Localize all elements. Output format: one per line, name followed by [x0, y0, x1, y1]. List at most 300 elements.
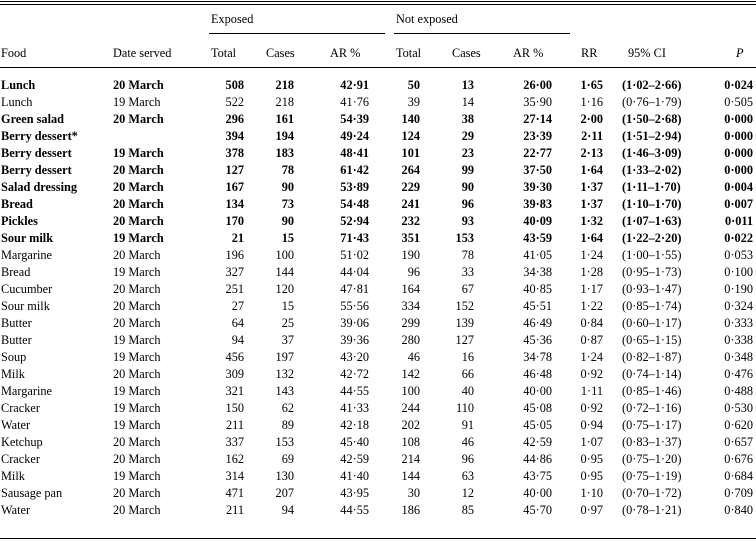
cell-exposed-cases: 100	[275, 248, 294, 262]
cell-exposed-cases: 78	[281, 163, 294, 177]
cell-p: 0·488	[724, 384, 753, 398]
cell-exposed-cases: 15	[281, 231, 294, 245]
col-header-not-exposed-total: Total	[396, 46, 422, 60]
table-row	[0, 349, 756, 366]
cell-exposed-total: 162	[225, 452, 244, 466]
cell-not-exposed-total: 190	[401, 248, 420, 262]
table-row	[0, 298, 756, 315]
table-row	[0, 213, 756, 230]
cell-not-exposed-total: 186	[401, 503, 420, 517]
col-header-exposed-ar: AR %	[330, 46, 361, 60]
cell-food: Milk	[1, 469, 25, 483]
top-rule	[0, 1, 756, 2]
cell-exposed-ar: 48·41	[340, 146, 369, 160]
cell-date-served: 20 March	[113, 435, 161, 449]
not-exposed-underline	[394, 33, 570, 34]
cell-date-served: 19 March	[113, 384, 161, 398]
cell-exposed-ar: 42·59	[340, 452, 369, 466]
cell-food: Margarine	[1, 248, 52, 262]
cell-date-served: 20 March	[113, 299, 161, 313]
cell-exposed-ar: 42·18	[340, 418, 369, 432]
cell-date-served: 20 March	[113, 112, 164, 126]
cell-rr: 1·32	[580, 214, 603, 228]
cell-not-exposed-cases: 14	[461, 95, 474, 109]
table-row	[0, 196, 756, 213]
cell-date-served: 20 March	[113, 78, 164, 92]
col-header-date-served: Date served	[113, 46, 172, 60]
cell-date-served: 20 March	[113, 316, 161, 330]
cell-food: Bread	[1, 197, 33, 211]
cell-date-served: 19 March	[113, 333, 161, 347]
cell-exposed-cases: 90	[281, 180, 294, 194]
table-row	[0, 179, 756, 196]
cell-ci: (1·07–1·63)	[622, 214, 682, 228]
col-header-ci: 95% CI	[628, 46, 666, 60]
col-header-rr: RR	[581, 46, 598, 60]
cell-exposed-cases: 130	[275, 469, 294, 483]
cell-food: Berry dessert	[1, 163, 72, 177]
cell-food: Butter	[1, 333, 32, 347]
cell-rr: 0·94	[580, 418, 603, 432]
cell-rr: 1·64	[580, 163, 603, 177]
cell-exposed-cases: 218	[275, 95, 294, 109]
cell-p: 0·004	[724, 180, 753, 194]
cell-not-exposed-total: 100	[401, 384, 420, 398]
cell-ci: (1·11–1·70)	[622, 180, 681, 194]
cell-not-exposed-cases: 46	[461, 435, 474, 449]
cell-p: 0·024	[724, 78, 753, 92]
cell-p: 0·000	[724, 146, 753, 160]
cell-date-served: 20 March	[113, 486, 161, 500]
cell-not-exposed-total: 140	[401, 112, 420, 126]
cell-food: Green salad	[1, 112, 64, 126]
cell-exposed-cases: 132	[275, 367, 294, 381]
cell-ci: (0·70–1·72)	[622, 486, 682, 500]
cell-not-exposed-total: 144	[401, 469, 420, 483]
cell-not-exposed-ar: 34·78	[523, 350, 552, 364]
cell-not-exposed-total: 164	[401, 282, 420, 296]
group-header-not-exposed: Not exposed	[396, 12, 458, 26]
cell-food: Milk	[1, 367, 25, 381]
cell-not-exposed-cases: 96	[461, 452, 474, 466]
cell-p: 0·840	[724, 503, 753, 517]
cell-not-exposed-ar: 45·08	[523, 401, 552, 415]
cell-food: Lunch	[1, 95, 33, 109]
cell-rr: 2·13	[580, 146, 603, 160]
cell-not-exposed-cases: 33	[461, 265, 474, 279]
cell-rr: 1·65	[580, 78, 603, 92]
cell-rr: 1·16	[580, 95, 603, 109]
cell-p: 0·505	[724, 95, 753, 109]
cell-exposed-total: 167	[225, 180, 244, 194]
cell-exposed-total: 394	[225, 129, 244, 143]
cell-not-exposed-ar: 23·39	[523, 129, 552, 143]
cell-exposed-cases: 120	[275, 282, 294, 296]
cell-exposed-ar: 44·55	[340, 503, 369, 517]
cell-food: Margarine	[1, 384, 52, 398]
cell-not-exposed-total: 96	[407, 265, 420, 279]
cell-p: 0·620	[724, 418, 753, 432]
cell-p: 0·348	[724, 350, 753, 364]
cell-rr: 1·11	[580, 384, 603, 398]
cell-exposed-ar: 39·06	[340, 316, 369, 330]
cell-exposed-total: 327	[225, 265, 244, 279]
cell-exposed-ar: 44·04	[340, 265, 369, 279]
cell-not-exposed-ar: 40·00	[523, 384, 552, 398]
cell-date-served: 19 March	[113, 418, 161, 432]
cell-ci: (0·95–1·73)	[622, 265, 682, 279]
cell-rr: 1·17	[580, 282, 603, 296]
cell-rr: 2·11	[581, 129, 603, 143]
cell-not-exposed-total: 50	[407, 78, 420, 92]
cell-not-exposed-ar: 39·83	[523, 197, 552, 211]
cell-exposed-total: 309	[225, 367, 244, 381]
table-row	[0, 77, 756, 94]
cell-not-exposed-ar: 44·86	[523, 452, 552, 466]
table-row	[0, 111, 756, 128]
cell-exposed-ar: 43·95	[340, 486, 369, 500]
cell-not-exposed-ar: 22·77	[523, 146, 552, 160]
cell-food: Cracker	[1, 452, 40, 466]
cell-ci: (0·82–1·87)	[622, 350, 682, 364]
cell-not-exposed-cases: 91	[461, 418, 474, 432]
cell-date-served: 19 March	[113, 95, 161, 109]
cell-not-exposed-cases: 66	[461, 367, 474, 381]
cell-exposed-ar: 42·91	[340, 78, 369, 92]
cell-exposed-total: 508	[225, 78, 244, 92]
cell-not-exposed-cases: 85	[461, 503, 474, 517]
cell-ci: (0·65–1·15)	[622, 333, 682, 347]
cell-ci: (0·78–1·21)	[622, 503, 682, 517]
cell-rr: 1·07	[580, 435, 603, 449]
cell-p: 0·684	[724, 469, 753, 483]
cell-exposed-total: 211	[226, 418, 244, 432]
cell-exposed-cases: 194	[275, 129, 294, 143]
cell-not-exposed-ar: 45·70	[523, 503, 552, 517]
cell-not-exposed-total: 39	[407, 95, 420, 109]
cell-ci: (1·50–2·68)	[622, 112, 682, 126]
cell-exposed-cases: 143	[275, 384, 294, 398]
cell-not-exposed-total: 232	[401, 214, 420, 228]
cell-ci: (1·10–1·70)	[622, 197, 682, 211]
cell-food: Soup	[1, 350, 27, 364]
cell-rr: 1·22	[580, 299, 603, 313]
cell-rr: 0·84	[580, 316, 603, 330]
cell-date-served: 19 March	[113, 231, 164, 245]
cell-ci: (0·72–1·16)	[622, 401, 682, 415]
cell-exposed-ar: 71·43	[340, 231, 369, 245]
cell-not-exposed-ar: 26·00	[523, 78, 552, 92]
cell-p: 0·022	[724, 231, 753, 245]
cell-not-exposed-total: 264	[401, 163, 420, 177]
col-header-food: Food	[1, 46, 27, 60]
cell-exposed-ar: 42·72	[340, 367, 369, 381]
cell-not-exposed-ar: 46·48	[523, 367, 552, 381]
cell-exposed-total: 456	[225, 350, 244, 364]
cell-not-exposed-total: 214	[401, 452, 420, 466]
cell-exposed-total: 471	[225, 486, 244, 500]
cell-not-exposed-cases: 153	[455, 231, 474, 245]
cell-exposed-total: 251	[225, 282, 244, 296]
cell-not-exposed-ar: 40·85	[523, 282, 552, 296]
cell-exposed-ar: 61·42	[340, 163, 369, 177]
table-row	[0, 94, 756, 111]
cell-not-exposed-ar: 45·36	[523, 333, 552, 347]
cell-exposed-total: 21	[231, 231, 244, 245]
cell-ci: (0·74–1·14)	[622, 367, 682, 381]
cell-rr: 0·92	[580, 367, 603, 381]
table-row	[0, 230, 756, 247]
cell-not-exposed-ar: 39·30	[523, 180, 552, 194]
cell-rr: 1·10	[580, 486, 603, 500]
cell-not-exposed-ar: 37·50	[523, 163, 552, 177]
cell-p: 0·011	[724, 214, 753, 228]
cell-food: Berry dessert*	[1, 129, 78, 143]
cell-not-exposed-total: 202	[401, 418, 420, 432]
cell-not-exposed-total: 244	[401, 401, 420, 415]
cell-date-served: 20 March	[113, 163, 164, 177]
cell-exposed-ar: 41·33	[340, 401, 369, 415]
cell-p: 0·324	[724, 299, 753, 313]
cell-exposed-total: 296	[225, 112, 244, 126]
cell-p: 0·190	[724, 282, 753, 296]
col-header-not-exposed-cases: Cases	[452, 46, 481, 60]
cell-rr: 1·37	[580, 180, 603, 194]
cell-exposed-total: 150	[225, 401, 244, 415]
cell-not-exposed-cases: 16	[461, 350, 474, 364]
cell-not-exposed-ar: 42·59	[523, 435, 552, 449]
cell-date-served: 20 March	[113, 214, 164, 228]
table-row	[0, 315, 756, 332]
cell-exposed-ar: 45·40	[340, 435, 369, 449]
table-row	[0, 162, 756, 179]
cell-date-served: 19 March	[113, 401, 161, 415]
cell-ci: (0·75–1·19)	[622, 469, 682, 483]
cell-food: Berry dessert	[1, 146, 72, 160]
cell-exposed-cases: 69	[281, 452, 294, 466]
cell-exposed-total: 94	[231, 333, 244, 347]
cell-exposed-ar: 52·94	[340, 214, 369, 228]
cell-exposed-ar: 51·02	[340, 248, 369, 262]
cell-ci: (1·33–2·02)	[622, 163, 682, 177]
cell-rr: 0·95	[580, 452, 603, 466]
cell-food: Sour milk	[1, 231, 54, 245]
cell-not-exposed-cases: 12	[461, 486, 474, 500]
cell-exposed-total: 314	[225, 469, 244, 483]
cell-rr: 1·28	[580, 265, 603, 279]
cell-rr: 0·87	[580, 333, 603, 347]
cell-rr: 1·64	[580, 231, 603, 245]
cell-not-exposed-total: 334	[401, 299, 420, 313]
cell-not-exposed-cases: 99	[461, 163, 474, 177]
cell-p: 0·333	[724, 316, 753, 330]
cell-ci: (0·76–1·79)	[622, 95, 682, 109]
cell-exposed-total: 321	[225, 384, 244, 398]
cell-not-exposed-total: 101	[401, 146, 420, 160]
cell-food: Ketchup	[1, 435, 43, 449]
cell-not-exposed-cases: 67	[461, 282, 474, 296]
cell-exposed-cases: 144	[275, 265, 294, 279]
cell-food: Sour milk	[1, 299, 50, 313]
cell-p: 0·053	[724, 248, 753, 262]
cell-ci: (1·02–2·66)	[622, 78, 682, 92]
cell-exposed-cases: 89	[281, 418, 294, 432]
cell-food: Pickles	[1, 214, 38, 228]
cell-ci: (0·75–1·20)	[622, 452, 682, 466]
cell-ci: (0·83–1·37)	[622, 435, 682, 449]
cell-not-exposed-total: 30	[407, 486, 420, 500]
cell-not-exposed-total: 351	[401, 231, 420, 245]
cell-date-served: 19 March	[113, 265, 161, 279]
cell-ci: (1·51–2·94)	[622, 129, 682, 143]
cell-ci: (0·75–1·17)	[622, 418, 682, 432]
table-row	[0, 400, 756, 417]
cell-food: Cracker	[1, 401, 40, 415]
cell-exposed-ar: 44·55	[340, 384, 369, 398]
cell-not-exposed-ar: 40·09	[523, 214, 552, 228]
table-row	[0, 128, 756, 145]
cell-ci: (0·60–1·17)	[622, 316, 682, 330]
cell-not-exposed-cases: 29	[461, 129, 474, 143]
cell-not-exposed-total: 108	[401, 435, 420, 449]
cell-p: 0·000	[724, 129, 753, 143]
cell-rr: 1·24	[580, 248, 603, 262]
cell-exposed-ar: 54·39	[340, 112, 369, 126]
col-header-exposed-cases: Cases	[266, 46, 295, 60]
cell-date-served: 20 March	[113, 180, 164, 194]
cell-exposed-cases: 153	[275, 435, 294, 449]
cell-not-exposed-total: 241	[401, 197, 420, 211]
table-row	[0, 434, 756, 451]
cell-not-exposed-total: 229	[401, 180, 420, 194]
cell-rr: 0·92	[580, 401, 603, 415]
cell-not-exposed-cases: 63	[461, 469, 474, 483]
table-row	[0, 332, 756, 349]
cell-not-exposed-ar: 35·90	[523, 95, 552, 109]
cell-not-exposed-cases: 23	[461, 146, 474, 160]
cell-exposed-cases: 62	[281, 401, 294, 415]
cell-p: 0·530	[724, 401, 753, 415]
cell-p: 0·000	[724, 112, 753, 126]
cell-not-exposed-ar: 45·05	[523, 418, 552, 432]
cell-not-exposed-ar: 41·05	[523, 248, 552, 262]
table-row	[0, 247, 756, 264]
cell-exposed-ar: 55·56	[340, 299, 369, 313]
cell-exposed-cases: 73	[281, 197, 294, 211]
col-header-exposed-total: Total	[211, 46, 237, 60]
cell-date-served: 20 March	[113, 367, 161, 381]
cell-ci: (1·00–1·55)	[622, 248, 682, 262]
table-row	[0, 417, 756, 434]
cell-p: 0·709	[724, 486, 753, 500]
cell-exposed-total: 134	[225, 197, 244, 211]
cell-food: Lunch	[1, 78, 36, 92]
cell-not-exposed-ar: 46·49	[523, 316, 552, 330]
cell-not-exposed-ar: 45·51	[523, 299, 552, 313]
cell-rr: 1·24	[580, 350, 603, 364]
cell-p: 0·000	[724, 163, 753, 177]
cell-exposed-total: 211	[226, 503, 244, 517]
col-header-not-exposed-ar: AR %	[513, 46, 544, 60]
cell-not-exposed-cases: 152	[455, 299, 474, 313]
cell-not-exposed-total: 142	[401, 367, 420, 381]
cell-exposed-cases: 94	[281, 503, 294, 517]
exposed-underline	[209, 33, 385, 34]
cell-food: Bread	[1, 265, 31, 279]
cell-date-served: 20 March	[113, 503, 161, 517]
cell-exposed-ar: 49·24	[340, 129, 369, 143]
cell-exposed-total: 170	[225, 214, 244, 228]
table-row	[0, 264, 756, 281]
table-row	[0, 485, 756, 502]
cell-food: Salad dressing	[1, 180, 77, 194]
cell-exposed-ar: 47·81	[340, 282, 369, 296]
cell-exposed-cases: 37	[281, 333, 294, 347]
table-row	[0, 145, 756, 162]
cell-exposed-cases: 197	[275, 350, 294, 364]
cell-not-exposed-cases: 40	[461, 384, 474, 398]
cell-exposed-cases: 90	[281, 214, 294, 228]
cell-date-served: 20 March	[113, 197, 164, 211]
cell-exposed-total: 127	[225, 163, 244, 177]
cell-exposed-total: 337	[225, 435, 244, 449]
col-header-p: P	[736, 46, 744, 60]
cell-p: 0·476	[724, 367, 753, 381]
cell-p: 0·007	[724, 197, 753, 211]
cell-exposed-ar: 41·40	[340, 469, 369, 483]
cell-ci: (1·46–3·09)	[622, 146, 682, 160]
cell-rr: 0·95	[580, 469, 603, 483]
cell-not-exposed-ar: 34·38	[523, 265, 552, 279]
cell-food: Cucumber	[1, 282, 53, 296]
cell-rr: 0·97	[580, 503, 603, 517]
cell-date-served: 20 March	[113, 248, 161, 262]
table-row	[0, 451, 756, 468]
cell-p: 0·338	[724, 333, 753, 347]
table-row	[0, 502, 756, 519]
cell-exposed-ar: 41·76	[340, 95, 369, 109]
cell-ci: (1·22–2·20)	[622, 231, 682, 245]
cell-exposed-ar: 53·89	[340, 180, 369, 194]
cell-exposed-cases: 207	[275, 486, 294, 500]
cell-not-exposed-total: 124	[401, 129, 420, 143]
group-header-exposed: Exposed	[211, 12, 254, 26]
cell-not-exposed-ar: 40·00	[523, 486, 552, 500]
cell-ci: (0·85–1·74)	[622, 299, 682, 313]
cell-not-exposed-cases: 110	[456, 401, 474, 415]
table-row	[0, 383, 756, 400]
cell-exposed-cases: 15	[281, 299, 294, 313]
table-row	[0, 468, 756, 485]
cell-exposed-total: 64	[231, 316, 244, 330]
cell-food: Water	[1, 503, 31, 517]
cell-not-exposed-cases: 127	[455, 333, 474, 347]
cell-not-exposed-cases: 13	[461, 78, 474, 92]
cell-ci: (0·93–1·47)	[622, 282, 682, 296]
cell-exposed-ar: 54·48	[340, 197, 369, 211]
cell-exposed-cases: 218	[275, 78, 294, 92]
cell-date-served: 20 March	[113, 282, 161, 296]
cell-exposed-total: 378	[225, 146, 244, 160]
table-row	[0, 366, 756, 383]
cell-exposed-ar: 43·20	[340, 350, 369, 364]
cell-exposed-cases: 161	[275, 112, 294, 126]
cell-p: 0·657	[724, 435, 753, 449]
cell-rr: 2·00	[580, 112, 603, 126]
cell-not-exposed-cases: 90	[461, 180, 474, 194]
cell-date-served: 20 March	[113, 452, 161, 466]
cell-food: Butter	[1, 316, 32, 330]
